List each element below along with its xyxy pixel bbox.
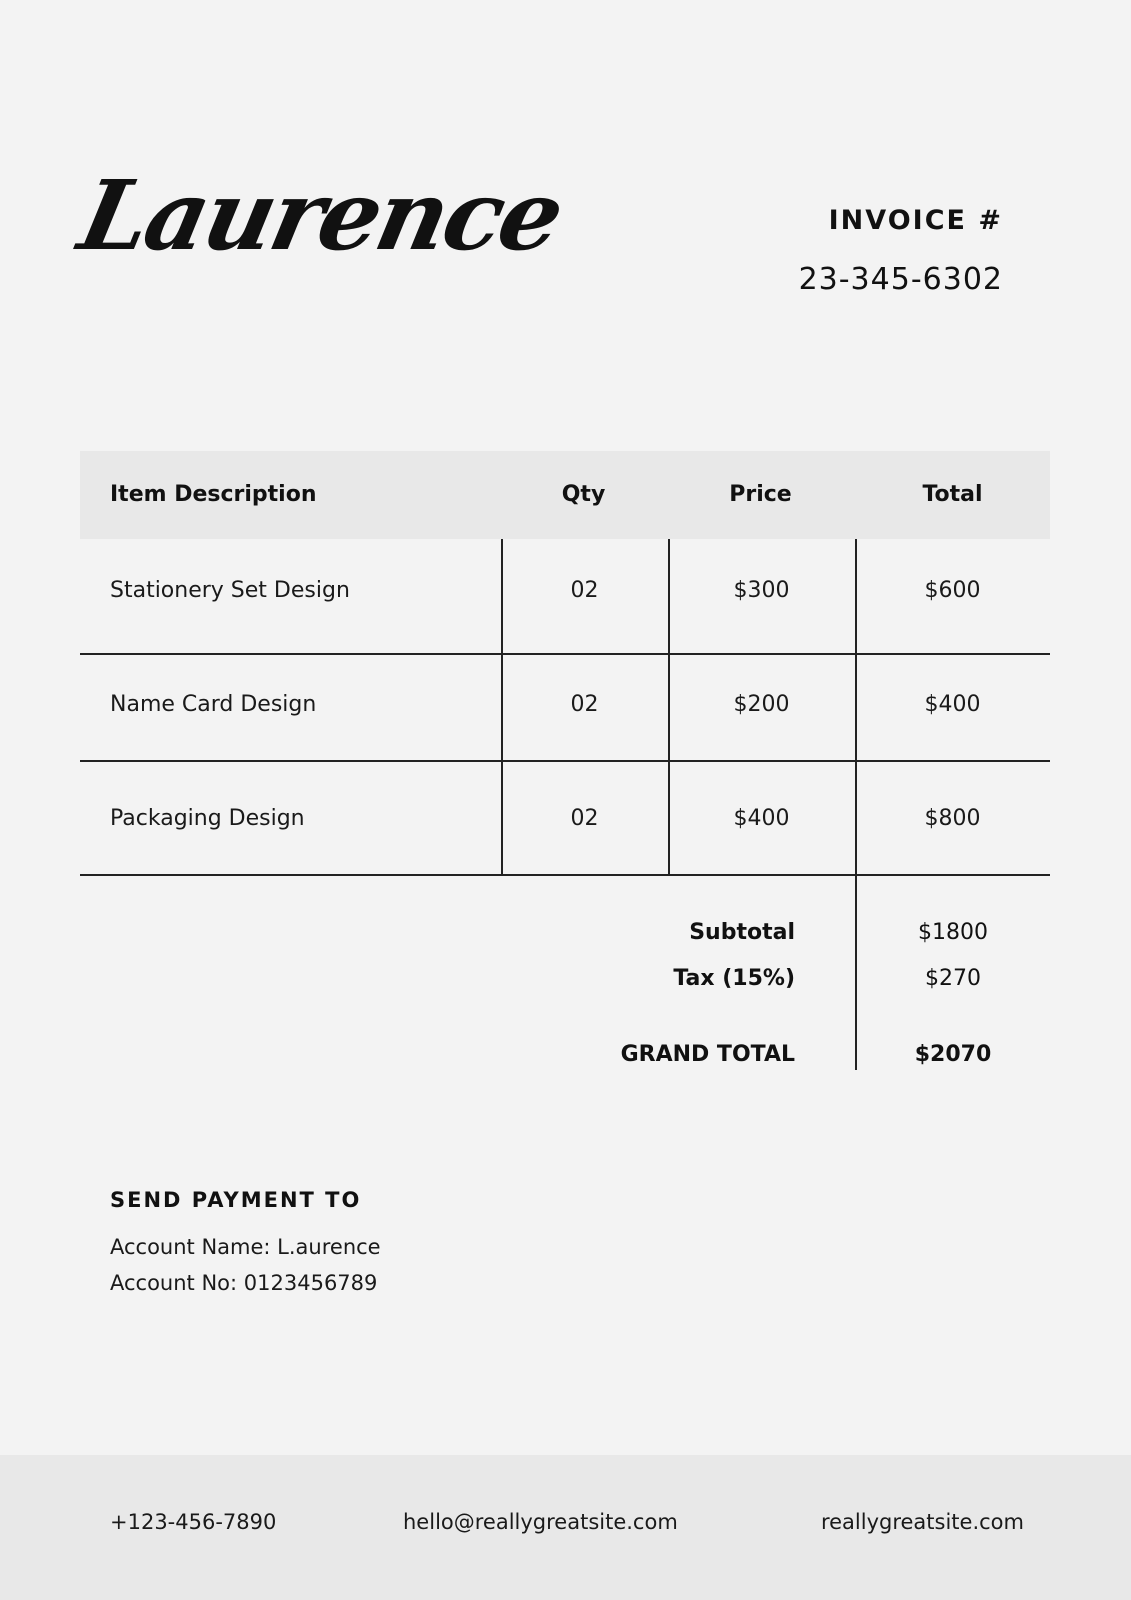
row-total: $600 (924, 578, 981, 603)
column-header-total: Total (922, 482, 983, 507)
table-header (80, 451, 1050, 539)
row-qty: 02 (570, 578, 599, 603)
row-description: Packaging Design (110, 806, 305, 831)
column-header-price: Price (729, 482, 792, 507)
row-total: $400 (924, 692, 981, 717)
account-name: Account Name: L.aurence (110, 1235, 381, 1259)
invoice-label: INVOICE # (828, 205, 1003, 236)
row-description: Stationery Set Design (110, 578, 350, 603)
row-price: $300 (733, 578, 790, 603)
row-qty: 02 (570, 692, 599, 717)
footer-website[interactable]: reallygreatsite.com (820, 1510, 1024, 1534)
subtotal-value: $1800 (918, 920, 988, 945)
payment-title: SEND PAYMENT TO (110, 1188, 362, 1212)
invoice-number: 23-345-6302 (798, 262, 1003, 297)
row-divider (80, 653, 1050, 655)
row-divider (80, 760, 1050, 762)
footer-email[interactable]: hello@reallygreatsite.com (403, 1510, 678, 1534)
footer-phone: +123-456-7890 (110, 1510, 277, 1534)
row-description: Name Card Design (110, 692, 317, 717)
row-price: $200 (733, 692, 790, 717)
row-qty: 02 (570, 806, 599, 831)
grand-total-value: $2070 (914, 1042, 992, 1067)
brand-logo: Laurence (70, 159, 571, 272)
row-total: $800 (924, 806, 981, 831)
row-price: $400 (733, 806, 790, 831)
footer-bar (0, 1455, 1131, 1600)
subtotal-label: Subtotal (689, 920, 795, 945)
tax-value: $270 (925, 966, 981, 991)
tax-label: Tax (15%) (673, 966, 795, 991)
column-header-qty: Qty (561, 482, 606, 507)
row-divider (80, 874, 1050, 876)
column-header-description: Item Description (110, 482, 317, 507)
grand-total-label: GRAND TOTAL (620, 1042, 795, 1067)
account-number: Account No: 0123456789 (110, 1271, 378, 1295)
